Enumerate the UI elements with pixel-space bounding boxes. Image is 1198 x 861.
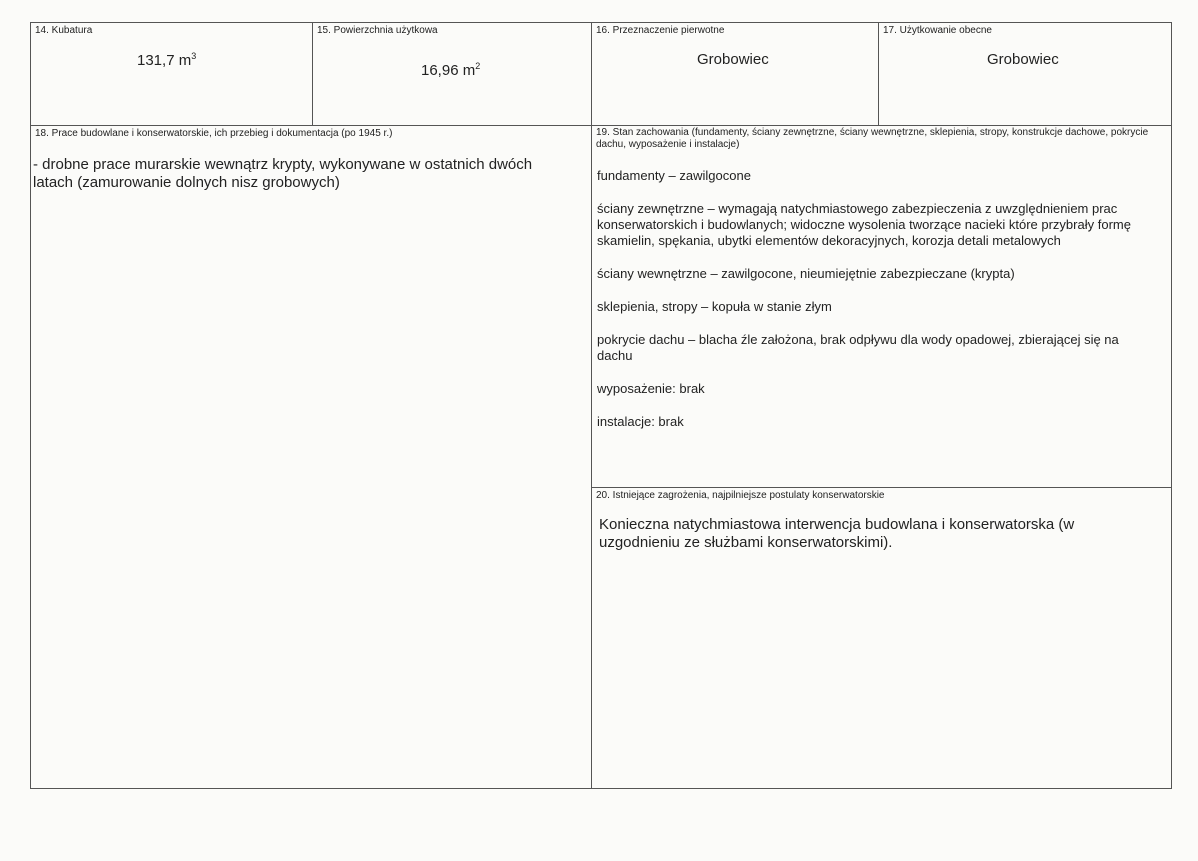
field-label: 14. Kubatura	[35, 25, 93, 36]
field-label: 15. Powierzchnia użytkowa	[317, 25, 438, 36]
field-value: Grobowiec	[697, 51, 769, 68]
field-label: 17. Użytkowanie obecne	[883, 25, 992, 36]
field-label: 20. Istniejące zagrożenia, najpilniejsze postulaty konserwatorskie	[596, 490, 885, 501]
value-text: 131,7 m	[137, 52, 192, 69]
field-17-current-use	[878, 22, 1172, 126]
condition-item: ściany zewnętrzne – wymagają natychmiastowego zabezpieczenia z uwzględnieniem prac konserwatorskich i budowlanych; widoczne wysolenia tworzące nacieki które przybrały formę skamielin, spękania, ubytki elementów dekoracyjnych, korozja detali metalowych	[597, 201, 1131, 248]
condition-item: sklepienia, stropy – kopuła w stanie złym	[597, 299, 832, 314]
condition-item: pokrycie dachu – blacha źle założona, brak odpływu dla wody opadowej, zbierającej się na dachu	[597, 332, 1119, 363]
field-value: - drobne prace murarskie wewnątrz krypty, wykonywane w ostatnich dwóch latach (zamurowanie dolnych nisz grobowych)	[33, 156, 533, 191]
field-19-condition	[591, 125, 1172, 488]
exponent: 3	[191, 51, 197, 61]
condition-item: fundamenty – zawilgocone	[597, 168, 751, 183]
condition-item: instalacje: brak	[597, 414, 684, 429]
field-14-cubature	[30, 22, 313, 126]
field-value	[421, 61, 480, 79]
field-label: 19. Stan zachowania (fundamenty, ściany zewnętrzne, ściany wewnętrzne, sklepienia, stropy, konstrukcje dachowe, pokrycie dachu, wyposażenie i instalacje)	[596, 127, 1149, 150]
field-15-usable-area	[312, 22, 592, 126]
condition-item: ściany wewnętrzne – zawilgocone, nieumiejętnie zabezpieczane (krypta)	[597, 266, 1015, 281]
field-value	[137, 51, 196, 69]
field-label: 16. Przeznaczenie pierwotne	[596, 25, 725, 36]
field-value: Konieczna natychmiastowa interwencja budowlana i konserwatorska (w uzgodnieniu ze służbami konserwatorskimi).	[599, 516, 1075, 551]
exponent: 2	[475, 61, 481, 71]
field-20-threats	[591, 487, 1172, 789]
field-value: Grobowiec	[987, 51, 1059, 68]
condition-list	[597, 168, 1157, 447]
field-label: 18. Prace budowlane i konserwatorskie, ich przebieg i dokumentacja (po 1945 r.)	[35, 128, 393, 139]
condition-item: wyposażenie: brak	[597, 381, 705, 396]
value-text: 16,96 m	[421, 62, 476, 79]
field-16-original-purpose	[591, 22, 879, 126]
field-18-works	[30, 125, 592, 789]
